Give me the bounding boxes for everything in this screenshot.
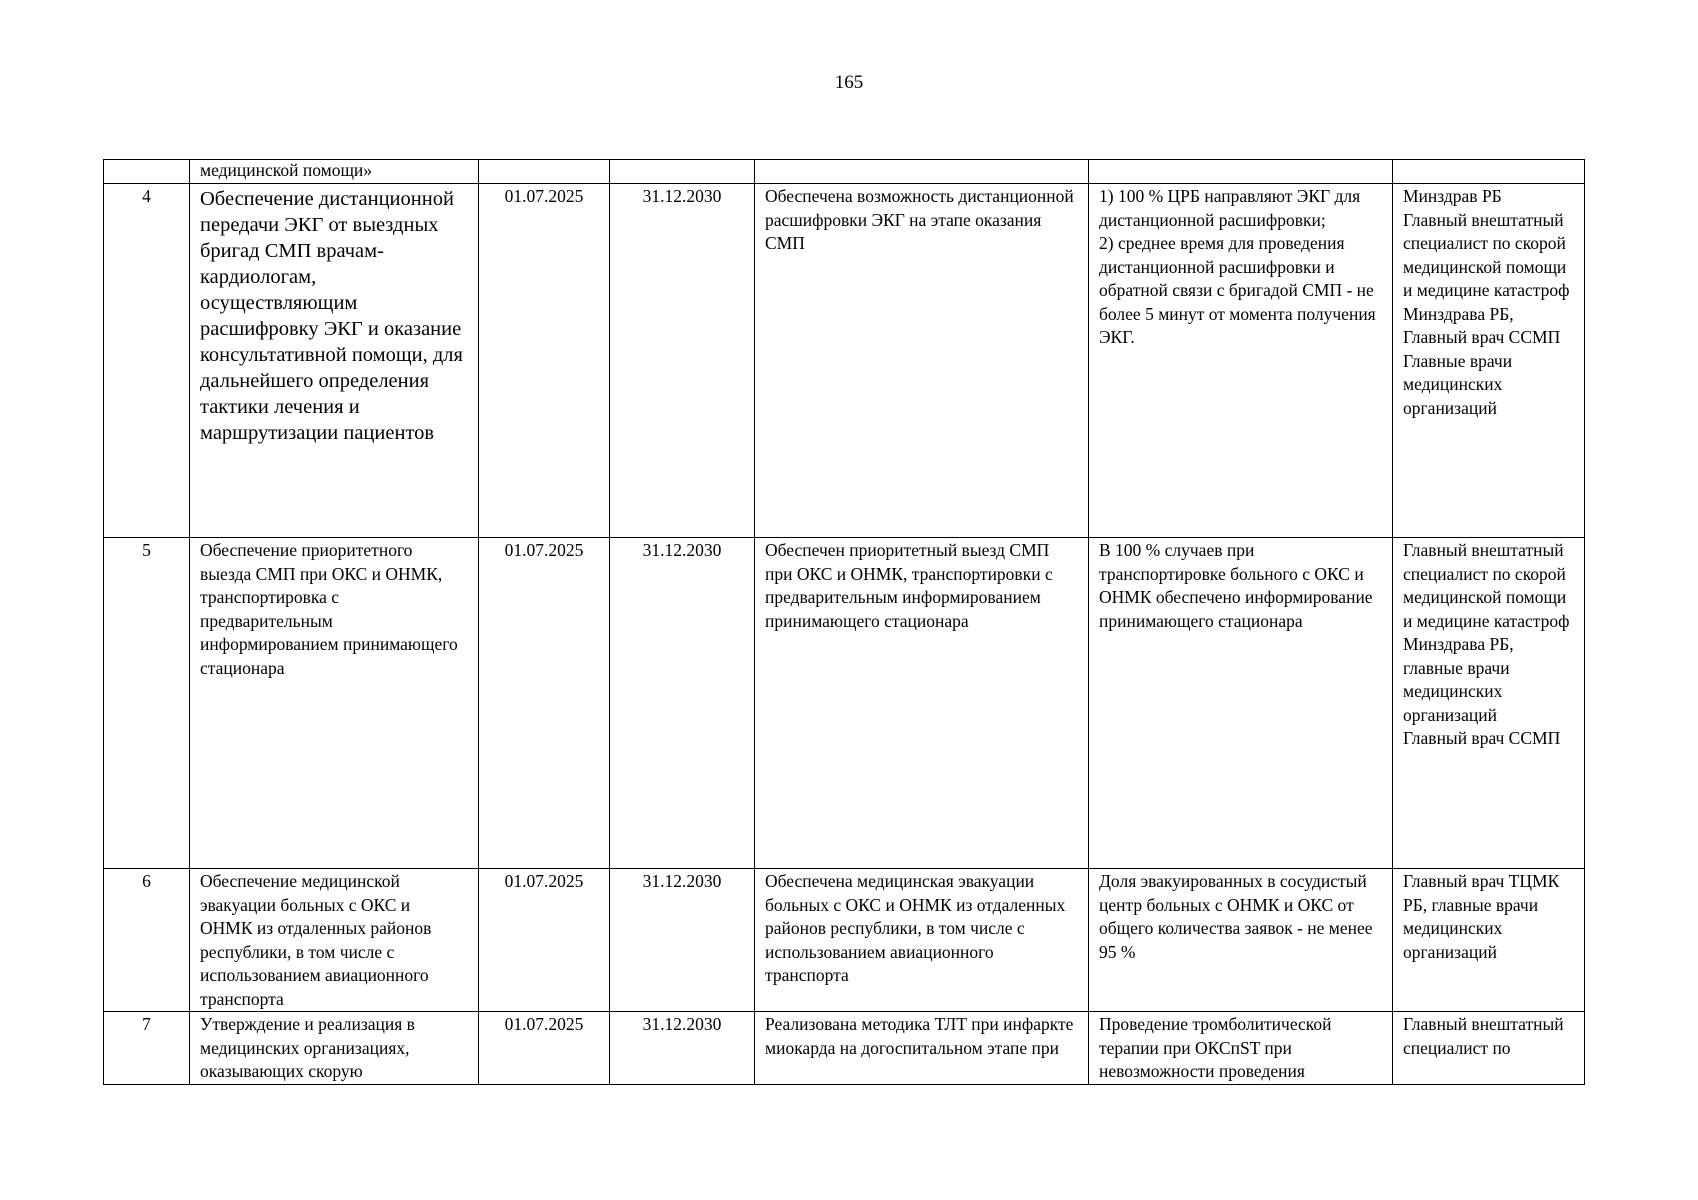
cell-responsible: Минздрав РБ Главный внештатный специалист по скорой медицинской помощи и медицине катастроф Минздрава РБ, Главный врач ССМП Главные врачи медицинских организаций [1393,184,1585,538]
cell-start-date: 01.07.2025 [479,538,610,869]
cell-measure-name: Утверждение и реализация в медицинских организациях, оказывающих скорую [190,1012,479,1085]
table-row [104,869,1585,1012]
cell-responsible: Главный внештатный специалист по [1393,1012,1585,1085]
cell-num: 5 [104,538,190,869]
cell-responsible: Главный внештатный специалист по скорой медицинской помощи и медицине катастроф Минздрава РБ, главные врачи медицинских организаций Главный врач ССМП [1393,538,1585,869]
cell-measure-name: медицинской помощи» [190,160,479,184]
cell-indicator [1089,160,1393,184]
cell-indicator: 1) 100 % ЦРБ направляют ЭКГ для дистанционной расшифровки; 2) среднее время для проведения дистанционной расшифровки и обратной связи с бригадой СМП - не более 5 минут от момента получения ЭКГ. [1089,184,1393,538]
cell-start-date: 01.07.2025 [479,869,610,1012]
cell-num [104,160,190,184]
page-number: 165 [834,72,864,93]
cell-start-date: 01.07.2025 [479,1012,610,1085]
cell-start-date: 01.07.2025 [479,184,610,538]
table-row-continuation [104,160,1585,184]
cell-indicator: Проведение тромболитической терапии при ОКСпST при невозможности проведения [1089,1012,1393,1085]
cell-expected-result: Реализована методика ТЛТ при инфаркте миокарда на догоспитальном этапе при [755,1012,1089,1085]
cell-indicator: Доля эвакуированных в сосудистый центр больных с ОНМК и ОКС от общего количества заявок - не менее 95 % [1089,869,1393,1012]
cell-num: 7 [104,1012,190,1085]
cell-num: 4 [104,184,190,538]
cell-end-date: 31.12.2030 [610,869,755,1012]
cell-indicator: В 100 % случаев при транспортировке больного с ОКС и ОНМК обеспечено информирование принимающего стационара [1089,538,1393,869]
cell-expected-result: Обеспечен приоритетный выезд СМП при ОКС и ОНМК, транспортировки с предварительным информированием принимающего стационара [755,538,1089,869]
cell-expected-result: Обеспечена медицинская эвакуации больных с ОКС и ОНМК из отдаленных районов республики, в том числе с использованием авиационного транспорта [755,869,1089,1012]
cell-end-date: 31.12.2030 [610,184,755,538]
table-row [104,1012,1585,1085]
cell-measure-name: Обеспечение медицинской эвакуации больных с ОКС и ОНМК из отдаленных районов республики, в том числе с использованием авиационного транспорта [190,869,479,1012]
cell-responsible: Главный врач ТЦМК РБ, главные врачи медицинских организаций [1393,869,1585,1012]
cell-end-date: 31.12.2030 [610,538,755,869]
cell-start-date [479,160,610,184]
cell-responsible [1393,160,1585,184]
measures-table [103,159,1585,1085]
table-row [104,538,1585,869]
table-row [104,184,1585,538]
cell-expected-result [755,160,1089,184]
cell-end-date [610,160,755,184]
cell-measure-name: Обеспечение приоритетного выезда СМП при ОКС и ОНМК, транспортировка с предварительным информированием принимающего стационара [190,538,479,869]
cell-expected-result: Обеспечена возможность дистанционной расшифровки ЭКГ на этапе оказания СМП [755,184,1089,538]
cell-measure-name: Обеспечение дистанционной передачи ЭКГ от выездных бригад СМП врачам-кардиологам, осуществляющим расшифровку ЭКГ и оказание консультативной помощи, для дальнейшего определения тактики лечения и маршрутизации пациентов [190,184,479,538]
cell-end-date: 31.12.2030 [610,1012,755,1085]
cell-num: 6 [104,869,190,1012]
